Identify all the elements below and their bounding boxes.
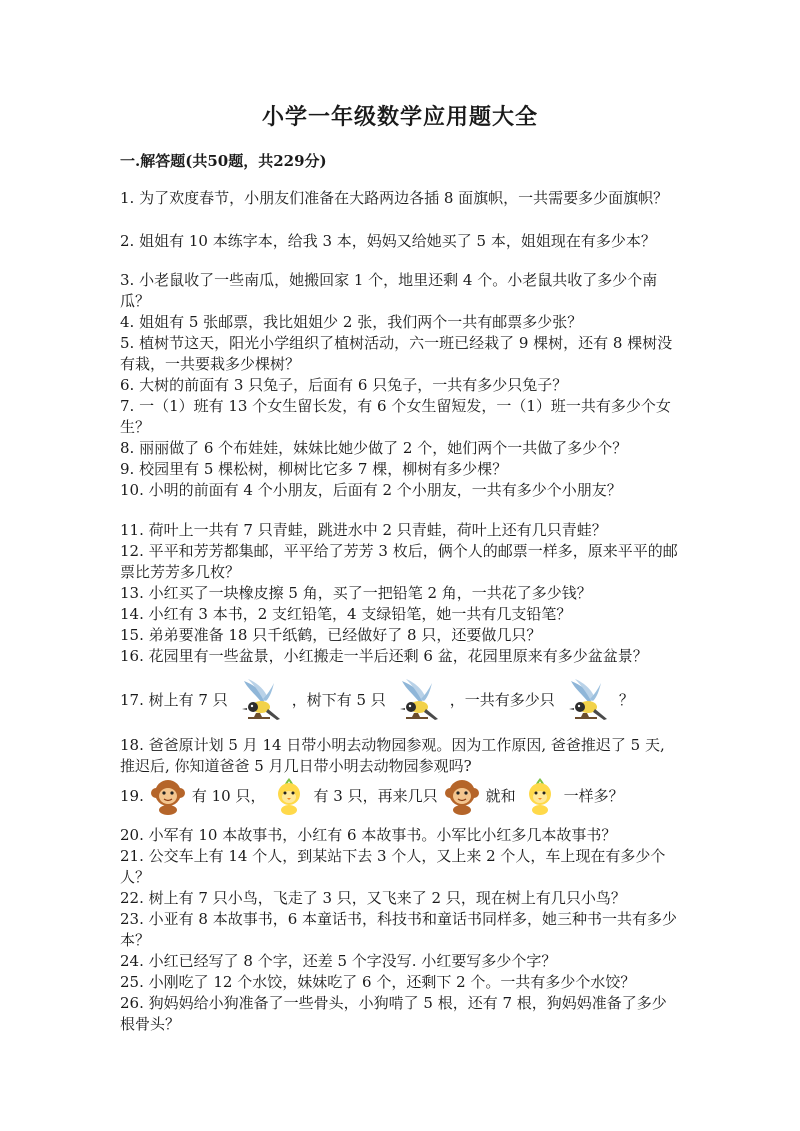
question-26: 26. 狗妈妈给小狗准备了一些骨头，小狗啃了 5 根，还有 7 根，狗妈妈准备了多少根骨头？ <box>120 994 667 1033</box>
question-19-text-4: 就和 <box>485 786 516 805</box>
question-17-text-2: ，树下有 5 只 <box>291 690 386 709</box>
section-heading: 一.解答题(共50题，共229分) <box>120 152 327 170</box>
question-3: 3. 小老鼠收了一些南瓜，她搬回家 1 个，地里还剩 4 个。小老鼠共收了多少个南瓜？ <box>120 271 658 310</box>
question-19-text-3: 有 3 只，再来几只 <box>313 786 438 805</box>
bird-icon <box>563 677 611 723</box>
question-4: 4. 姐姐有 5 张邮票，我比姐姐少 2 张，我们两个一共有邮票多少张？ <box>120 313 583 331</box>
question-9: 9. 校园里有 5 棵松树，柳树比它多 7 棵，柳树有多少棵？ <box>120 460 508 478</box>
question-7: 7. 一（1）班有 13 个女生留长发，有 6 个女生留短发，一（1）班一共有多少个女生？ <box>120 397 671 436</box>
question-17-text-1: 17. 树上有 7 只 <box>120 690 228 709</box>
question-19-text-5: 一样多？ <box>563 786 624 805</box>
question-12: 12. 平平和芳芳都集邮，平平给了芳芳 3 枚后，俩个人的邮票一样多，原来平平的邮票比芳芳多几枚？ <box>120 542 678 581</box>
question-20: 20. 小军有 10 本故事书，小红有 6 本故事书。小军比小红多几本故事书？ <box>120 826 617 844</box>
bird-icon <box>394 677 442 723</box>
question-2: 2. 姐姐有 10 本练字本，给我 3 本，妈妈又给她买了 5 本，姐姐现在有多少本？ <box>120 232 656 250</box>
question-5: 5. 植树节这天，阳光小学组织了植树活动，六一班已经栽了 9 棵树，还有 8 棵树没有栽，一共要栽多少棵树？ <box>120 334 673 373</box>
question-6: 6. 大树的前面有 3 只兔子，后面有 6 只兔子，一共有多少只兔子？ <box>120 376 568 394</box>
question-24: 24. 小红已经写了 8 个字，还差 5 个字没写. 小红要写多少个字？ <box>120 952 557 970</box>
question-15: 15. 弟弟要准备 18 只千纸鹤，已经做好了 8 只，还要做几只？ <box>120 626 542 644</box>
question-18: 18. 爸爸原计划 5 月 14 日带小明去动物园参观。因为工作原因, 爸爸推迟了 5 天, 推迟后, 你知道爸爸 5 月几日带小明去动物园参观吗? <box>120 736 665 775</box>
question-13: 13. 小红买了一块橡皮擦 5 角，买了一把铅笔 2 角，一共花了多少钱？ <box>120 584 592 602</box>
question-19 <box>120 776 680 816</box>
question-25: 25. 小刚吃了 12 个水饺，妹妹吃了 6 个，还剩下 2 个。一共有多少个水饺？ <box>120 973 636 991</box>
question-17-text-4: ？ <box>618 690 634 709</box>
question-10: 10. 小明的前面有 4 个小朋友，后面有 2 个小朋友，一共有多少个小朋友？ <box>120 481 622 499</box>
question-22: 22. 树上有 7 只小鸟，飞走了 3 只，又飞来了 2 只，现在树上有几只小鸟？ <box>120 889 626 907</box>
question-8: 8. 丽丽做了 6 个布娃娃，妹妹比她少做了 2 个，她们两个一共做了多少个？ <box>120 439 628 457</box>
question-1: 1. 为了欢度春节，小朋友们准备在大路两边各插 8 面旗帜，一共需要多少面旗帜？ <box>120 189 669 207</box>
bird-icon <box>236 677 284 723</box>
question-17-text-3: ，一共有多少只 <box>449 690 555 709</box>
chick-icon <box>271 777 307 815</box>
question-14: 14. 小红有 3 本书，2 支红铅笔，4 支绿铅笔，她一共有几支铅笔？ <box>120 605 572 623</box>
monkey-icon <box>444 777 480 815</box>
question-17 <box>120 676 680 724</box>
question-11: 11. 荷叶上一共有 7 只青蛙，跳进水中 2 只青蛙，荷叶上还有几只青蛙？ <box>120 521 607 539</box>
question-19-text-1: 19. <box>120 786 144 805</box>
question-23: 23. 小亚有 8 本故事书，6 本童话书，科技书和童话书同样多，她三种书一共有多少本？ <box>120 910 678 949</box>
question-21: 21. 公交车上有 14 个人，到某站下去 3 个人，又上来 2 个人，车上现在有多少个人？ <box>120 847 666 886</box>
page-title: 小学一年级数学应用题大全 <box>261 104 538 130</box>
question-16: 16. 花园里有一些盆景，小红搬走一半后还剩 6 盆，花园里原来有多少盆盆景？ <box>120 647 648 665</box>
question-19-text-2: 有 10 只， <box>191 786 266 805</box>
chick-icon <box>522 777 558 815</box>
monkey-icon <box>150 777 186 815</box>
